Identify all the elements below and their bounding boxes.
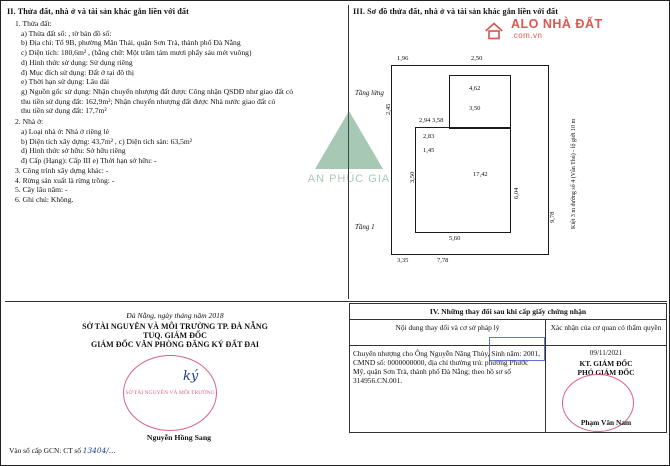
land-use-term: e) Thời hạn sử dụng: Lâu dài [21, 77, 110, 87]
bottom-area [5, 303, 667, 463]
section-ii-b4: 4. Rừng sản xuất là rừng trồng: - [15, 175, 115, 185]
authority-line1: KT. GIÁM ĐỐC [579, 359, 633, 368]
authority-cell [546, 346, 666, 432]
section-ii-b6: 6. Ghi chú: Không. [15, 194, 74, 204]
road-label: Kiệt 3 m đường số 4 (Vân Thủ) - lộ giới 10 m [571, 118, 577, 229]
floor-label-bottom: Tầng 1 [355, 223, 375, 231]
dim-right-vert: 9,78 [549, 211, 556, 223]
land-area: c) Diện tích: 180,6m² , (bằng chữ: Một trăm tám mươi phẩy sáu mét vuông) [21, 48, 252, 58]
dim-small3: 2,83 [423, 133, 435, 140]
land-parcel-no: a) Thửa đất số: , tờ bản đồ số: [21, 28, 112, 38]
dim-bottom: 7,78 [437, 257, 449, 264]
house-ownership-form: d) Hình thức sở hữu: Sở hữu riêng [21, 146, 126, 156]
brand-logo [511, 17, 661, 59]
round-stamp-text: SỞ TÀI NGUYÊN VÀ MÔI TRƯỜNG [125, 389, 215, 396]
rect-stamp [489, 337, 545, 361]
land-use-purpose: đ) Mục đích sử dụng: Đất ở tại đô thị [21, 67, 134, 77]
brand-line2: .com.vn [511, 31, 543, 40]
section-ii-b3: 3. Công trình xây dựng khác: - [15, 165, 109, 175]
authority-signer-name: Phạm Văn Nam [580, 418, 632, 427]
dim-small2: 3,50 [469, 105, 481, 112]
gcn-footer [9, 446, 116, 455]
land-address: b) Địa chỉ: Tổ 9B, phường Mân Thái, quận Sơn Trà, thành phố Đà Nẵng [21, 38, 241, 48]
dim-left-vert: 2,45 [385, 103, 392, 115]
change-content: Chuyển nhượng cho Ông Nguyễn Năng Thủy, Sinh năm: 2001, CMND số: 0000000000, địa chỉ thường trú: phường Phước Mỹ, quận Sơn Trà, thành phố Đà Nẵng; theo hồ sơ số 314956.CN.001. [350, 346, 546, 432]
section-iii-heading: III. Sơ đồ thửa đất, nhà ở và tài sản khác gắn liền với đất [353, 7, 559, 16]
parcel-diagram [353, 23, 665, 291]
issuer-org-2: TUQ. GIÁM ĐỐC [143, 331, 207, 340]
issuing-authority-block [5, 303, 345, 463]
section-iv [349, 303, 667, 463]
place-date: Đà Nẵng, ngày tháng năm 2018 [126, 311, 224, 320]
dim-top-left: 1,96 [397, 55, 409, 62]
handwritten-signature: ký [183, 369, 199, 384]
house-grade: đ) Cấp (Hạng): Cấp III e) Thời hạn sở hữu: - [21, 156, 157, 166]
section-ii-heading: II. Thửa đất, nhà ở và tài sản khác gắn liền với đất [7, 7, 189, 16]
house-icon [483, 21, 505, 41]
dim-inner-left2: 3,50 [409, 171, 416, 183]
gcn-value: 13404/... [82, 446, 116, 455]
section-ii-b1-title: 1. Thửa đất: [15, 19, 52, 28]
land-origin-1: g) Nguồn gốc sử dụng: Nhận chuyển nhượng đất được Công nhận QSDĐ như giao đất có [21, 87, 294, 97]
dim-small1: 4,62 [469, 85, 481, 92]
col-header-authority: Xác nhận của cơ quan có thẩm quyền [546, 320, 666, 346]
dim-top-right: 2,50 [471, 55, 483, 62]
round-stamp [123, 355, 217, 431]
land-origin-3: thu tiền sử dụng đất: 17,7m² [21, 106, 107, 116]
section-iv-title: IV. Những thay đổi sau khi cấp giấy chứng nhận [350, 304, 666, 320]
inner-room-lower [415, 127, 511, 233]
dim-bottom2: 3,35 [397, 257, 409, 264]
dim-small4: 1,45 [423, 147, 435, 154]
floor-label-top: Tầng lửng [355, 89, 384, 97]
section-ii-b2-title: 2. Nhà ở: [15, 117, 44, 127]
changes-table [349, 303, 667, 433]
horizontal-divider [5, 301, 667, 302]
gcn-label: Vào sổ cấp GCN: CT số [9, 446, 81, 455]
dim-right-side: 17,42 [473, 171, 488, 178]
issuer-org-3: GIÁM ĐỐC VĂN PHÒNG ĐĂNG KÝ ĐẤT ĐAI [91, 340, 259, 349]
vertical-divider [348, 5, 349, 299]
watermark-text: AN PHÚC GIA [307, 173, 391, 185]
dim-inner-w1: 2,94 3,58 [419, 117, 444, 124]
land-origin-2: thu tiền sử dụng đất: 162,9m²; Nhận chuyển nhượng đất được Nhà nước giao đất có [21, 96, 276, 106]
inner-room-upper [449, 75, 511, 129]
authority-line2: PHÓ GIÁM ĐỐC [577, 368, 635, 377]
issuer-org-1: SỞ TÀI NGUYÊN VÀ MÔI TRƯỜNG TP. ĐÀ NẴNG [82, 322, 268, 331]
section-ii-b5: 5. Cây lâu năm: - [15, 185, 68, 195]
dim-inner-w2: 5,60 [449, 235, 461, 242]
dim-inner-h2: 6,04 [513, 187, 520, 199]
brand-line1: ALO NHÀ ĐẤT [511, 17, 603, 31]
section-ii [7, 7, 343, 297]
issuer-signer-name: Nguyễn Hồng Sang [146, 433, 212, 442]
change-date: 09/11/2021 [589, 349, 623, 357]
house-type: a) Loại nhà ở: Nhà ở riêng lẻ [21, 126, 109, 136]
col-header-content: Nội dung thay đổi và cơ sở pháp lý [350, 320, 546, 346]
house-areas: b) Diện tích xây dựng: 43,7m² , c) Diện tích sàn: 63,5m² [21, 136, 193, 146]
land-use-form: d) Hình thức sử dụng: Sử dụng riêng [21, 57, 133, 67]
